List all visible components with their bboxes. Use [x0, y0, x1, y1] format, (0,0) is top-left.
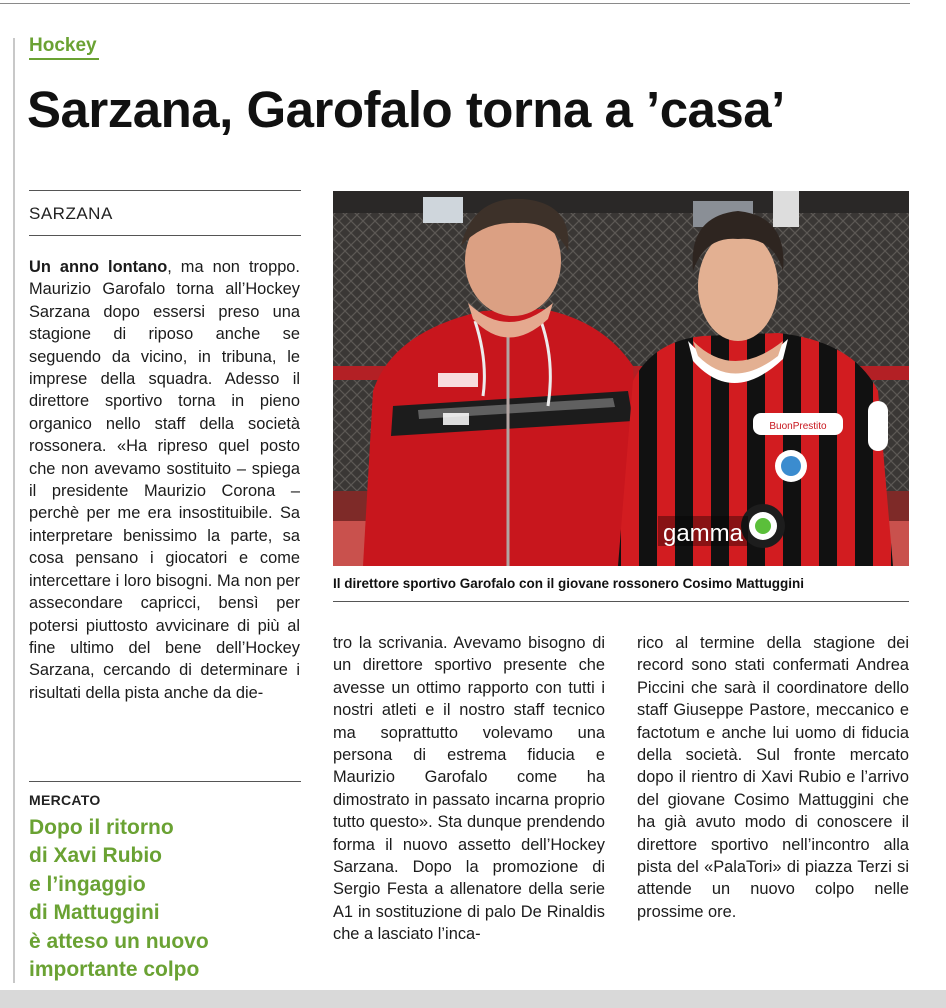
- column-2-text: tro la scrivania. Avevamo bisogno di un direttore sportivo presente che avesse un ottimo rapporto con tutti i nostri atleti e il nostro staff tecnico ma soprattutto volevamo una persona di estrema fiducia e Maurizio Garofalo come ha dimostrato in passato incarna proprio tutto questo». Sta dunque prendendo forma il nuovo assetto dell’Hockey Sarzana. Dopo la promozione di Sergio Festa a allenatore della serie A1 in sostituzione di palo De Rinaldis che a lasciato l’inca-: [333, 634, 605, 944]
- article-column-2: [333, 632, 605, 946]
- left-margin-bar: [13, 38, 15, 983]
- dateline-top-rule: [29, 190, 301, 191]
- headline: Sarzana, Garofalo torna a ’casa’: [27, 81, 785, 138]
- pull-quote: [29, 814, 299, 984]
- pull-quote-line: importante colpo: [29, 958, 200, 982]
- article-column-3: [637, 632, 909, 923]
- lead-in: Un anno lontano: [29, 258, 168, 276]
- caption-rule: [333, 601, 909, 602]
- photo-illustration: [333, 191, 909, 566]
- pull-quote-line: di Xavi Rubio: [29, 844, 163, 868]
- article-photo: [333, 191, 909, 566]
- article-column-1: [29, 256, 300, 704]
- top-rule: [0, 3, 910, 4]
- pull-quote-line: è atteso un nuovo: [29, 929, 209, 953]
- sponsor-text: BuonPrestito: [769, 421, 827, 432]
- pull-quote-line: di Mattuggini: [29, 901, 160, 925]
- section-label: Hockey: [29, 35, 97, 56]
- sidebar-label: MERCATO: [29, 792, 101, 808]
- section-underline: [29, 58, 99, 60]
- sidebar-rule: [29, 781, 301, 782]
- pull-quote-line: e l’ingaggio: [29, 872, 146, 896]
- bottom-bar: [0, 990, 946, 1008]
- pull-quote-line: Dopo il ritorno: [29, 816, 174, 839]
- dateline-bottom-rule: [29, 235, 301, 236]
- dateline: SARZANA: [29, 204, 113, 223]
- column-3-text: rico al termine della stagione dei record sono stati confermati Andrea Piccini che sarà il coordinatore dello staff Giuseppe Pastore, meccanico e factotum e anche lui uomo di fiducia della società. Sul fronte mercato dopo il rientro di Xavi Rubio e l’arrivo del giovane Cosimo Mattuggini che ha già avuto modo di conoscere il direttore sportivo nell’incontro alla pista del «PalaTori» di piazza Terzi si attende un nuovo colpo nelle prossime ore.: [637, 634, 909, 921]
- photo-caption: Il direttore sportivo Garofalo con il giovane rossonero Cosimo Mattuggini: [333, 576, 805, 591]
- column-1-text: , ma non troppo. Maurizio Garofalo torna all’Hockey Sarzana dopo essersi preso una stagione di riposo anche se seguendo da vicino, in tribuna, le imprese della squadra. Adesso il direttore sportivo torna in pieno organico nello staff della società rossonera. «Ha ripreso quel posto che non avevamo sostituito – spiega il presidente Maurizio Corona – perchè per me era insostituibile. Sa interpretare benissimo la parte, sa cosa pensano i giocatori e come intercettare i loro bisogni. Ma non per assecondare capricci, bensì per potersi piuttosto avvicinare di più al fine ultimo del bene dell’Hockey Sarzana, cercando di determinare i risultati della pista anche da die-: [29, 258, 300, 702]
- shirt-text: gamma: [662, 520, 744, 547]
